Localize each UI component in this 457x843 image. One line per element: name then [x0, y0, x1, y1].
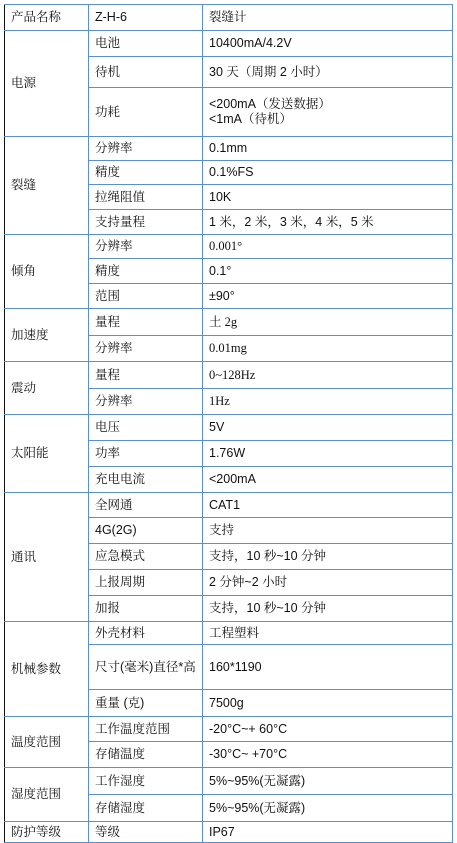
table-row: [5, 137, 453, 161]
row-label: 上报周期: [89, 570, 203, 596]
row-value: 10400mA/4.2V: [203, 31, 453, 57]
table-row: [5, 493, 453, 518]
table-row: [5, 717, 453, 742]
row-label: 分辨率: [89, 389, 203, 415]
row-value: 160*1190: [203, 645, 453, 690]
row-value: 支持，10 秒~10 分钟: [203, 544, 453, 570]
section-accel: 加速度: [5, 309, 89, 362]
section-humidity-range: 湿度范围: [5, 768, 89, 822]
section-power: 电源: [5, 31, 89, 137]
row-label: 分辨率: [89, 137, 203, 161]
row-value: 0.001°: [203, 235, 453, 259]
row-label: 重量 (克): [89, 690, 203, 717]
table-row: [5, 822, 453, 843]
spec-table: [4, 4, 453, 843]
row-value: -20°C~+ 60°C: [203, 717, 453, 742]
row-value: 1.76W: [203, 441, 453, 467]
header-model: Z-H-6: [89, 5, 203, 31]
row-label: 精度: [89, 259, 203, 284]
row-label: 电压: [89, 415, 203, 441]
header-product-type: 裂缝计: [203, 5, 453, 31]
row-label: 精度: [89, 161, 203, 185]
header-row: [5, 5, 453, 31]
row-value: 10K: [203, 185, 453, 210]
row-label: 应急模式: [89, 544, 203, 570]
row-label: 充电电流: [89, 467, 203, 493]
row-label: 量程: [89, 362, 203, 389]
row-label: 4G(2G): [89, 518, 203, 544]
section-solar: 太阳能: [5, 415, 89, 493]
table-row: [5, 768, 453, 795]
section-comm: 通讯: [5, 493, 89, 622]
row-label: 分辨率: [89, 336, 203, 362]
row-label: 尺寸(毫米)直径*高: [89, 645, 203, 690]
row-value: 7500g: [203, 690, 453, 717]
row-value: 0~128Hz: [203, 362, 453, 389]
row-label: 等级: [89, 822, 203, 843]
section-mech: 机械参数: [5, 622, 89, 717]
row-label: 功耗: [89, 88, 203, 137]
row-value: 工程塑料: [203, 622, 453, 645]
row-label: 加报: [89, 596, 203, 622]
row-label: 存储湿度: [89, 795, 203, 822]
table-row: [5, 415, 453, 441]
row-value: 1 米，2 米，3 米，4 米，5 米: [203, 210, 453, 235]
row-value: 5V: [203, 415, 453, 441]
row-value: 5%~95%(无凝露): [203, 768, 453, 795]
row-value: 0.01mg: [203, 336, 453, 362]
row-value: 土 2g: [203, 309, 453, 336]
row-label: 工作湿度: [89, 768, 203, 795]
section-vibration: 震动: [5, 362, 89, 415]
row-value: 0.1mm: [203, 137, 453, 161]
row-value: 0.1°: [203, 259, 453, 284]
row-label: 存储温度: [89, 742, 203, 768]
row-value: 1Hz: [203, 389, 453, 415]
table-row: [5, 309, 453, 336]
row-label: 工作温度范围: [89, 717, 203, 742]
row-value: ±90°: [203, 284, 453, 309]
table-row: [5, 362, 453, 389]
row-value: 0.1%FS: [203, 161, 453, 185]
row-label: 功率: [89, 441, 203, 467]
row-value: [203, 88, 453, 137]
row-value: 5%~95%(无凝露): [203, 795, 453, 822]
row-label: 外壳材料: [89, 622, 203, 645]
row-label: 拉绳阻值: [89, 185, 203, 210]
section-protection: 防护等级: [5, 822, 89, 843]
row-value: 2 分钟~2 小时: [203, 570, 453, 596]
row-value: CAT1: [203, 493, 453, 518]
row-label: 量程: [89, 309, 203, 336]
table-row: [5, 622, 453, 645]
row-label: 范围: [89, 284, 203, 309]
row-value-line: <1mA（待机）: [209, 112, 293, 126]
row-label: 全网通: [89, 493, 203, 518]
row-value: -30°C~ +70°C: [203, 742, 453, 768]
row-label: 分辨率: [89, 235, 203, 259]
section-crack: 裂缝: [5, 137, 89, 235]
table-row: [5, 31, 453, 57]
row-value: 30 天（周期 2 小时）: [203, 57, 453, 88]
row-value: IP67: [203, 822, 453, 843]
section-temp-range: 温度范围: [5, 717, 89, 768]
section-tilt: 倾角: [5, 235, 89, 309]
row-value: 支持，10 秒~10 分钟: [203, 596, 453, 622]
header-product-name-label: 产品名称: [5, 5, 89, 31]
table-row: [5, 235, 453, 259]
row-value: <200mA: [203, 467, 453, 493]
row-label: 待机: [89, 57, 203, 88]
row-value: 支持: [203, 518, 453, 544]
row-label: 电池: [89, 31, 203, 57]
row-label: 支持量程: [89, 210, 203, 235]
row-value-line: <200mA（发送数据）: [209, 97, 331, 111]
